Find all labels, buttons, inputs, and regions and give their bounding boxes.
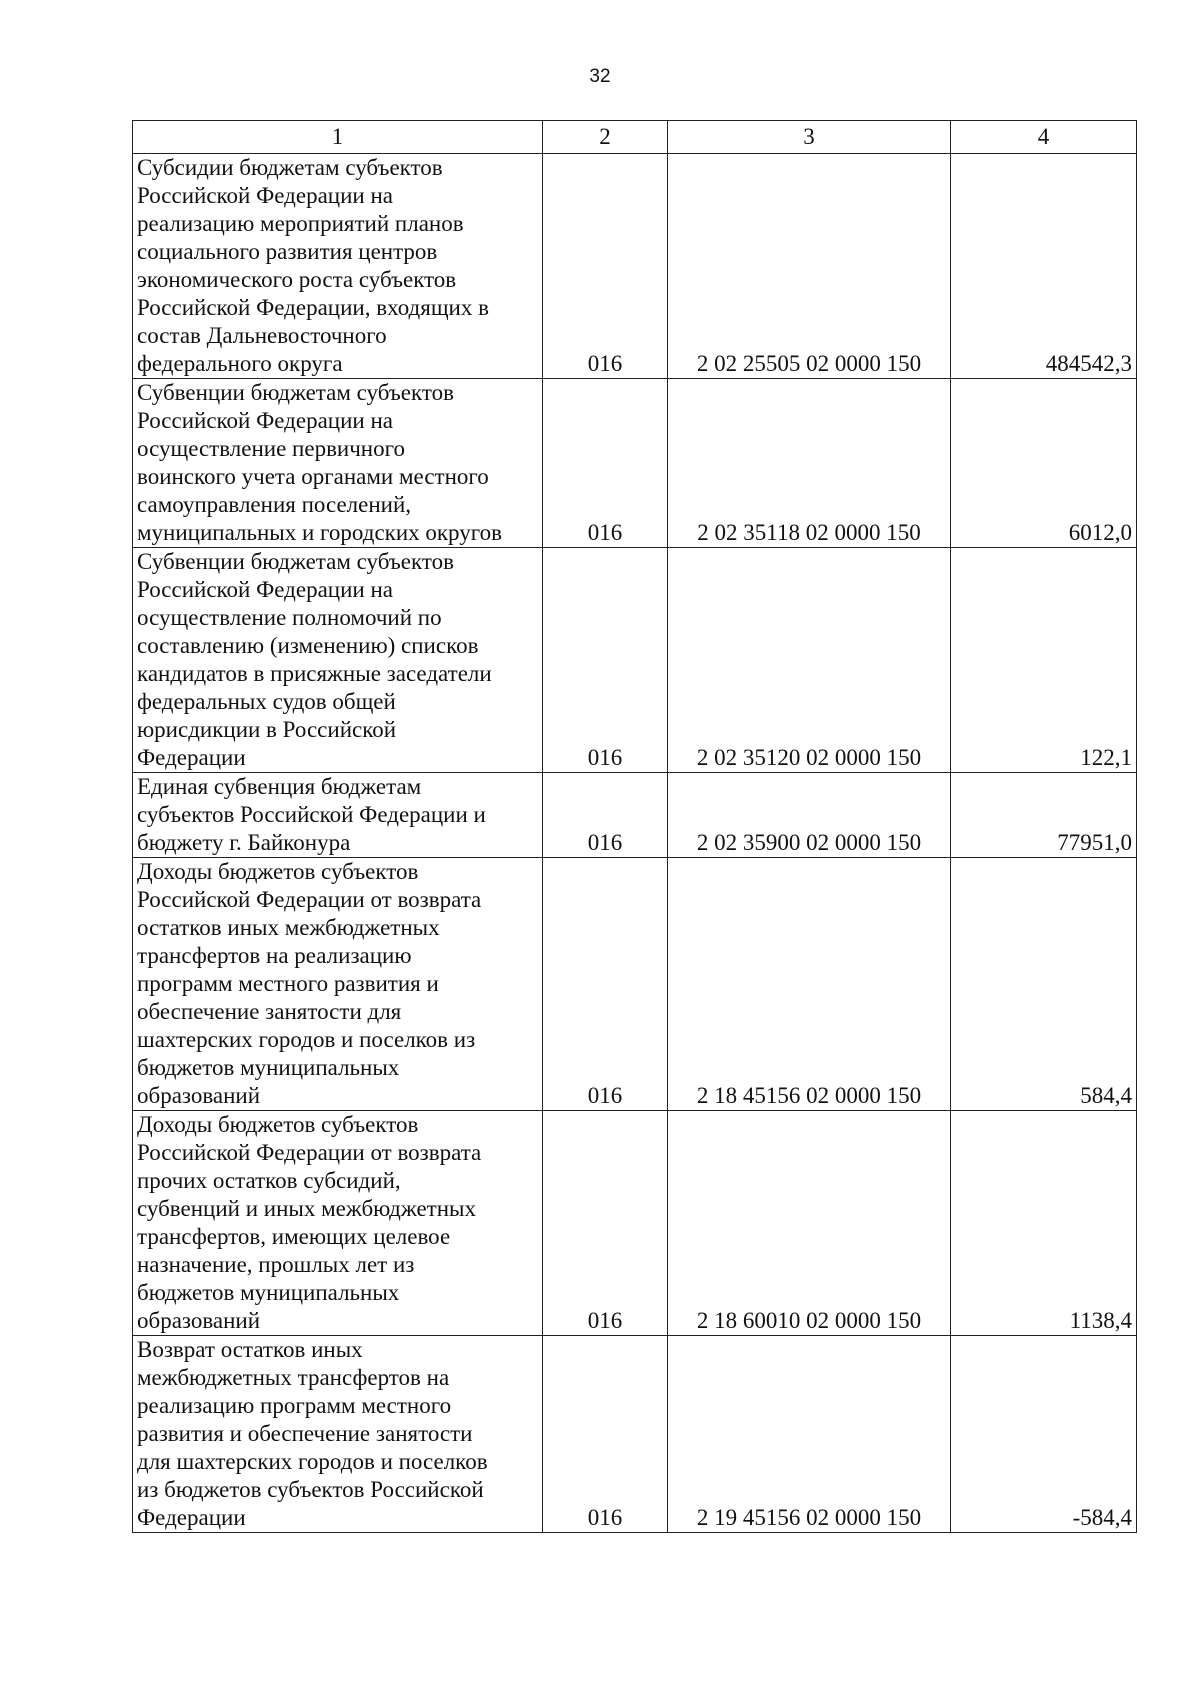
table-row [133, 548, 1137, 773]
table-row [133, 1111, 1137, 1336]
table-row [133, 858, 1137, 1111]
row-budget-code: 2 02 25505 02 0000 150 [668, 154, 951, 379]
row-budget-code: 2 18 60010 02 0000 150 [668, 1111, 951, 1336]
row-name: Субвенции бюджетам субъектов Российской Федерации на осуществление первичного воинского учета органами местного самоуправления поселений, муниципальных и городских округов [133, 379, 543, 548]
row-amount: 77951,0 [951, 773, 1137, 858]
row-name: Единая субвенция бюджетам субъектов Российской Федерации и бюджету г. Байконура [133, 773, 543, 858]
row-budget-code: 2 02 35120 02 0000 150 [668, 548, 951, 773]
row-admin-code: 016 [543, 154, 668, 379]
row-admin-code: 016 [543, 1336, 668, 1533]
row-admin-code: 016 [543, 379, 668, 548]
row-admin-code: 016 [543, 773, 668, 858]
row-name: Субсидии бюджетам субъектов Российской Федерации на реализацию мероприятий планов социального развития центров экономического роста субъектов Российской Федерации, входящих в состав Дальневосточного федерального округа [133, 154, 543, 379]
table-header [133, 121, 1137, 154]
row-amount: 122,1 [951, 548, 1137, 773]
header-col-1: 1 [133, 121, 543, 154]
row-budget-code: 2 02 35118 02 0000 150 [668, 379, 951, 548]
table-row [133, 379, 1137, 548]
row-budget-code: 2 18 45156 02 0000 150 [668, 858, 951, 1111]
row-name: Субвенции бюджетам субъектов Российской Федерации на осуществление полномочий по составлению (изменению) списков кандидатов в присяжные заседатели федеральных судов общей юрисдикции в Российской Федерации [133, 548, 543, 773]
header-col-4: 4 [951, 121, 1137, 154]
table-body [133, 154, 1137, 1533]
row-name: Доходы бюджетов субъектов Российской Федерации от возврата остатков иных межбюджетных трансфертов на реализацию программ местного развития и обеспечение занятости для шахтерских городов и поселков из бюджетов муниципальных образований [133, 858, 543, 1111]
row-amount: -584,4 [951, 1336, 1137, 1533]
page-number: 32 [589, 66, 611, 87]
row-name: Доходы бюджетов субъектов Российской Федерации от возврата прочих остатков субсидий, субвенций и иных межбюджетных трансфертов, имеющих целевое назначение, прошлых лет из бюджетов муниципальных образований [133, 1111, 543, 1336]
header-col-3: 3 [668, 121, 951, 154]
row-name: Возврат остатков иных межбюджетных трансфертов на реализацию программ местного развития и обеспечение занятости для шахтерских городов и поселков из бюджетов субъектов Российской Федерации [133, 1336, 543, 1533]
revenue-table [132, 120, 1137, 1533]
header-col-2: 2 [543, 121, 668, 154]
table-row [133, 154, 1137, 379]
table-row [133, 773, 1137, 858]
row-admin-code: 016 [543, 858, 668, 1111]
header-row [133, 121, 1137, 154]
row-amount: 584,4 [951, 858, 1137, 1111]
row-amount: 6012,0 [951, 379, 1137, 548]
row-budget-code: 2 19 45156 02 0000 150 [668, 1336, 951, 1533]
row-amount: 1138,4 [951, 1111, 1137, 1336]
row-budget-code: 2 02 35900 02 0000 150 [668, 773, 951, 858]
row-admin-code: 016 [543, 548, 668, 773]
row-admin-code: 016 [543, 1111, 668, 1336]
row-amount: 484542,3 [951, 154, 1137, 379]
table-row [133, 1336, 1137, 1533]
